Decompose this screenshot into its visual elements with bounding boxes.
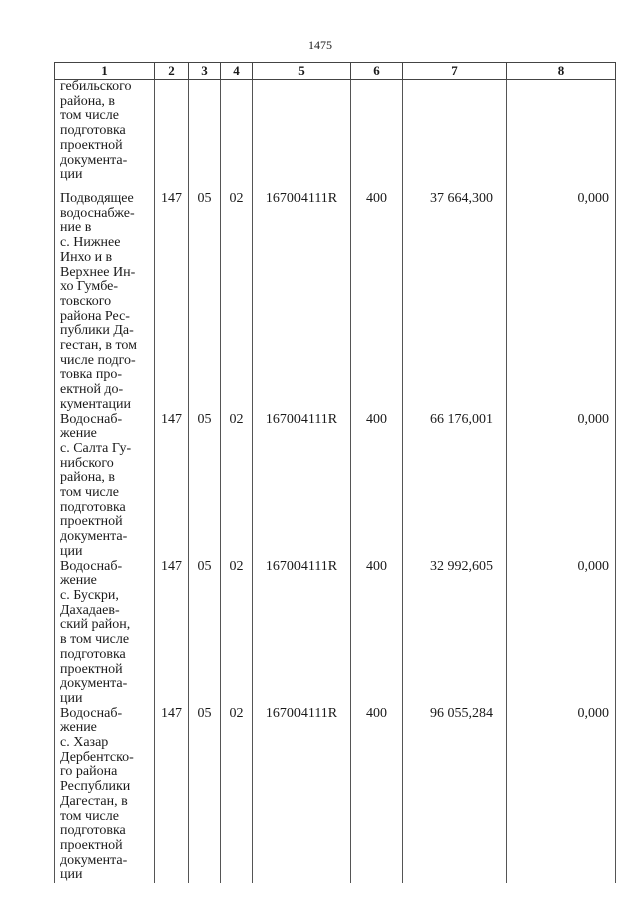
cell-col-7: 32 992,605 <box>403 560 507 707</box>
cell-col-5: 167004111R <box>253 707 351 883</box>
cell-col-5: 167004111R <box>253 413 351 560</box>
column-header-3: 3 <box>189 63 221 80</box>
column-header-5: 5 <box>253 63 351 80</box>
cell-empty <box>155 80 189 193</box>
cell-col-4: 02 <box>221 192 253 413</box>
cell-col-3: 05 <box>189 560 221 707</box>
column-header-4: 4 <box>221 63 253 80</box>
cell-name: Подводящее водоснабже- ние в с. Нижнее Инхо и в Верхнее Ин- хо Гумбе- товского района Рес- публики Да- гестан, в том числе подго- товка про- ектной до- кументации <box>55 192 155 413</box>
cell-col-4: 02 <box>221 413 253 560</box>
cell-col-5: 167004111R <box>253 560 351 707</box>
cell-col-3: 05 <box>189 707 221 883</box>
cell-col-8: 0,000 <box>507 560 616 707</box>
cell-col-6: 400 <box>351 192 403 413</box>
cell-name: Водоснаб- жение с. Бускри, Дахадаев- ский район, в том числе подготовка проектной документа- ции <box>55 560 155 707</box>
column-header-8: 8 <box>507 63 616 80</box>
column-header-6: 6 <box>351 63 403 80</box>
cell-empty <box>403 80 507 193</box>
column-header-2: 2 <box>155 63 189 80</box>
cell-col-2: 147 <box>155 413 189 560</box>
cell-col-2: 147 <box>155 192 189 413</box>
table-row-continuation <box>55 80 616 193</box>
cell-col-2: 147 <box>155 560 189 707</box>
cell-col-8: 0,000 <box>507 413 616 560</box>
cell-col-4: 02 <box>221 707 253 883</box>
cell-empty <box>221 80 253 193</box>
budget-table <box>54 62 616 883</box>
cell-name: Водоснаб- жение с. Хазар Дербентско- го района Республики Дагестан, в том числе подготовка проектной документа- ции <box>55 707 155 883</box>
cell-empty <box>253 80 351 193</box>
table-row <box>55 707 616 883</box>
cell-col-4: 02 <box>221 560 253 707</box>
cell-col-6: 400 <box>351 707 403 883</box>
table-row <box>55 413 616 560</box>
cell-name: гебильского района, в том числе подготовка проектной документа- ции <box>55 80 155 193</box>
cell-name: Водоснаб- жение с. Салта Гу- нибского района, в том числе подготовка проектной документа- ции <box>55 413 155 560</box>
cell-empty <box>189 80 221 193</box>
cell-empty <box>351 80 403 193</box>
cell-col-7: 96 055,284 <box>403 707 507 883</box>
cell-col-7: 66 176,001 <box>403 413 507 560</box>
page-number: 1475 <box>308 38 332 52</box>
cell-col-3: 05 <box>189 413 221 560</box>
cell-col-3: 05 <box>189 192 221 413</box>
header-row <box>55 63 616 80</box>
cell-col-8: 0,000 <box>507 192 616 413</box>
cell-col-6: 400 <box>351 560 403 707</box>
cell-col-2: 147 <box>155 707 189 883</box>
column-header-7: 7 <box>403 63 507 80</box>
table-row <box>55 192 616 413</box>
cell-col-6: 400 <box>351 413 403 560</box>
cell-empty <box>507 80 616 193</box>
cell-col-5: 167004111R <box>253 192 351 413</box>
cell-col-8: 0,000 <box>507 707 616 883</box>
column-header-1: 1 <box>55 63 155 80</box>
table-row <box>55 560 616 707</box>
cell-col-7: 37 664,300 <box>403 192 507 413</box>
